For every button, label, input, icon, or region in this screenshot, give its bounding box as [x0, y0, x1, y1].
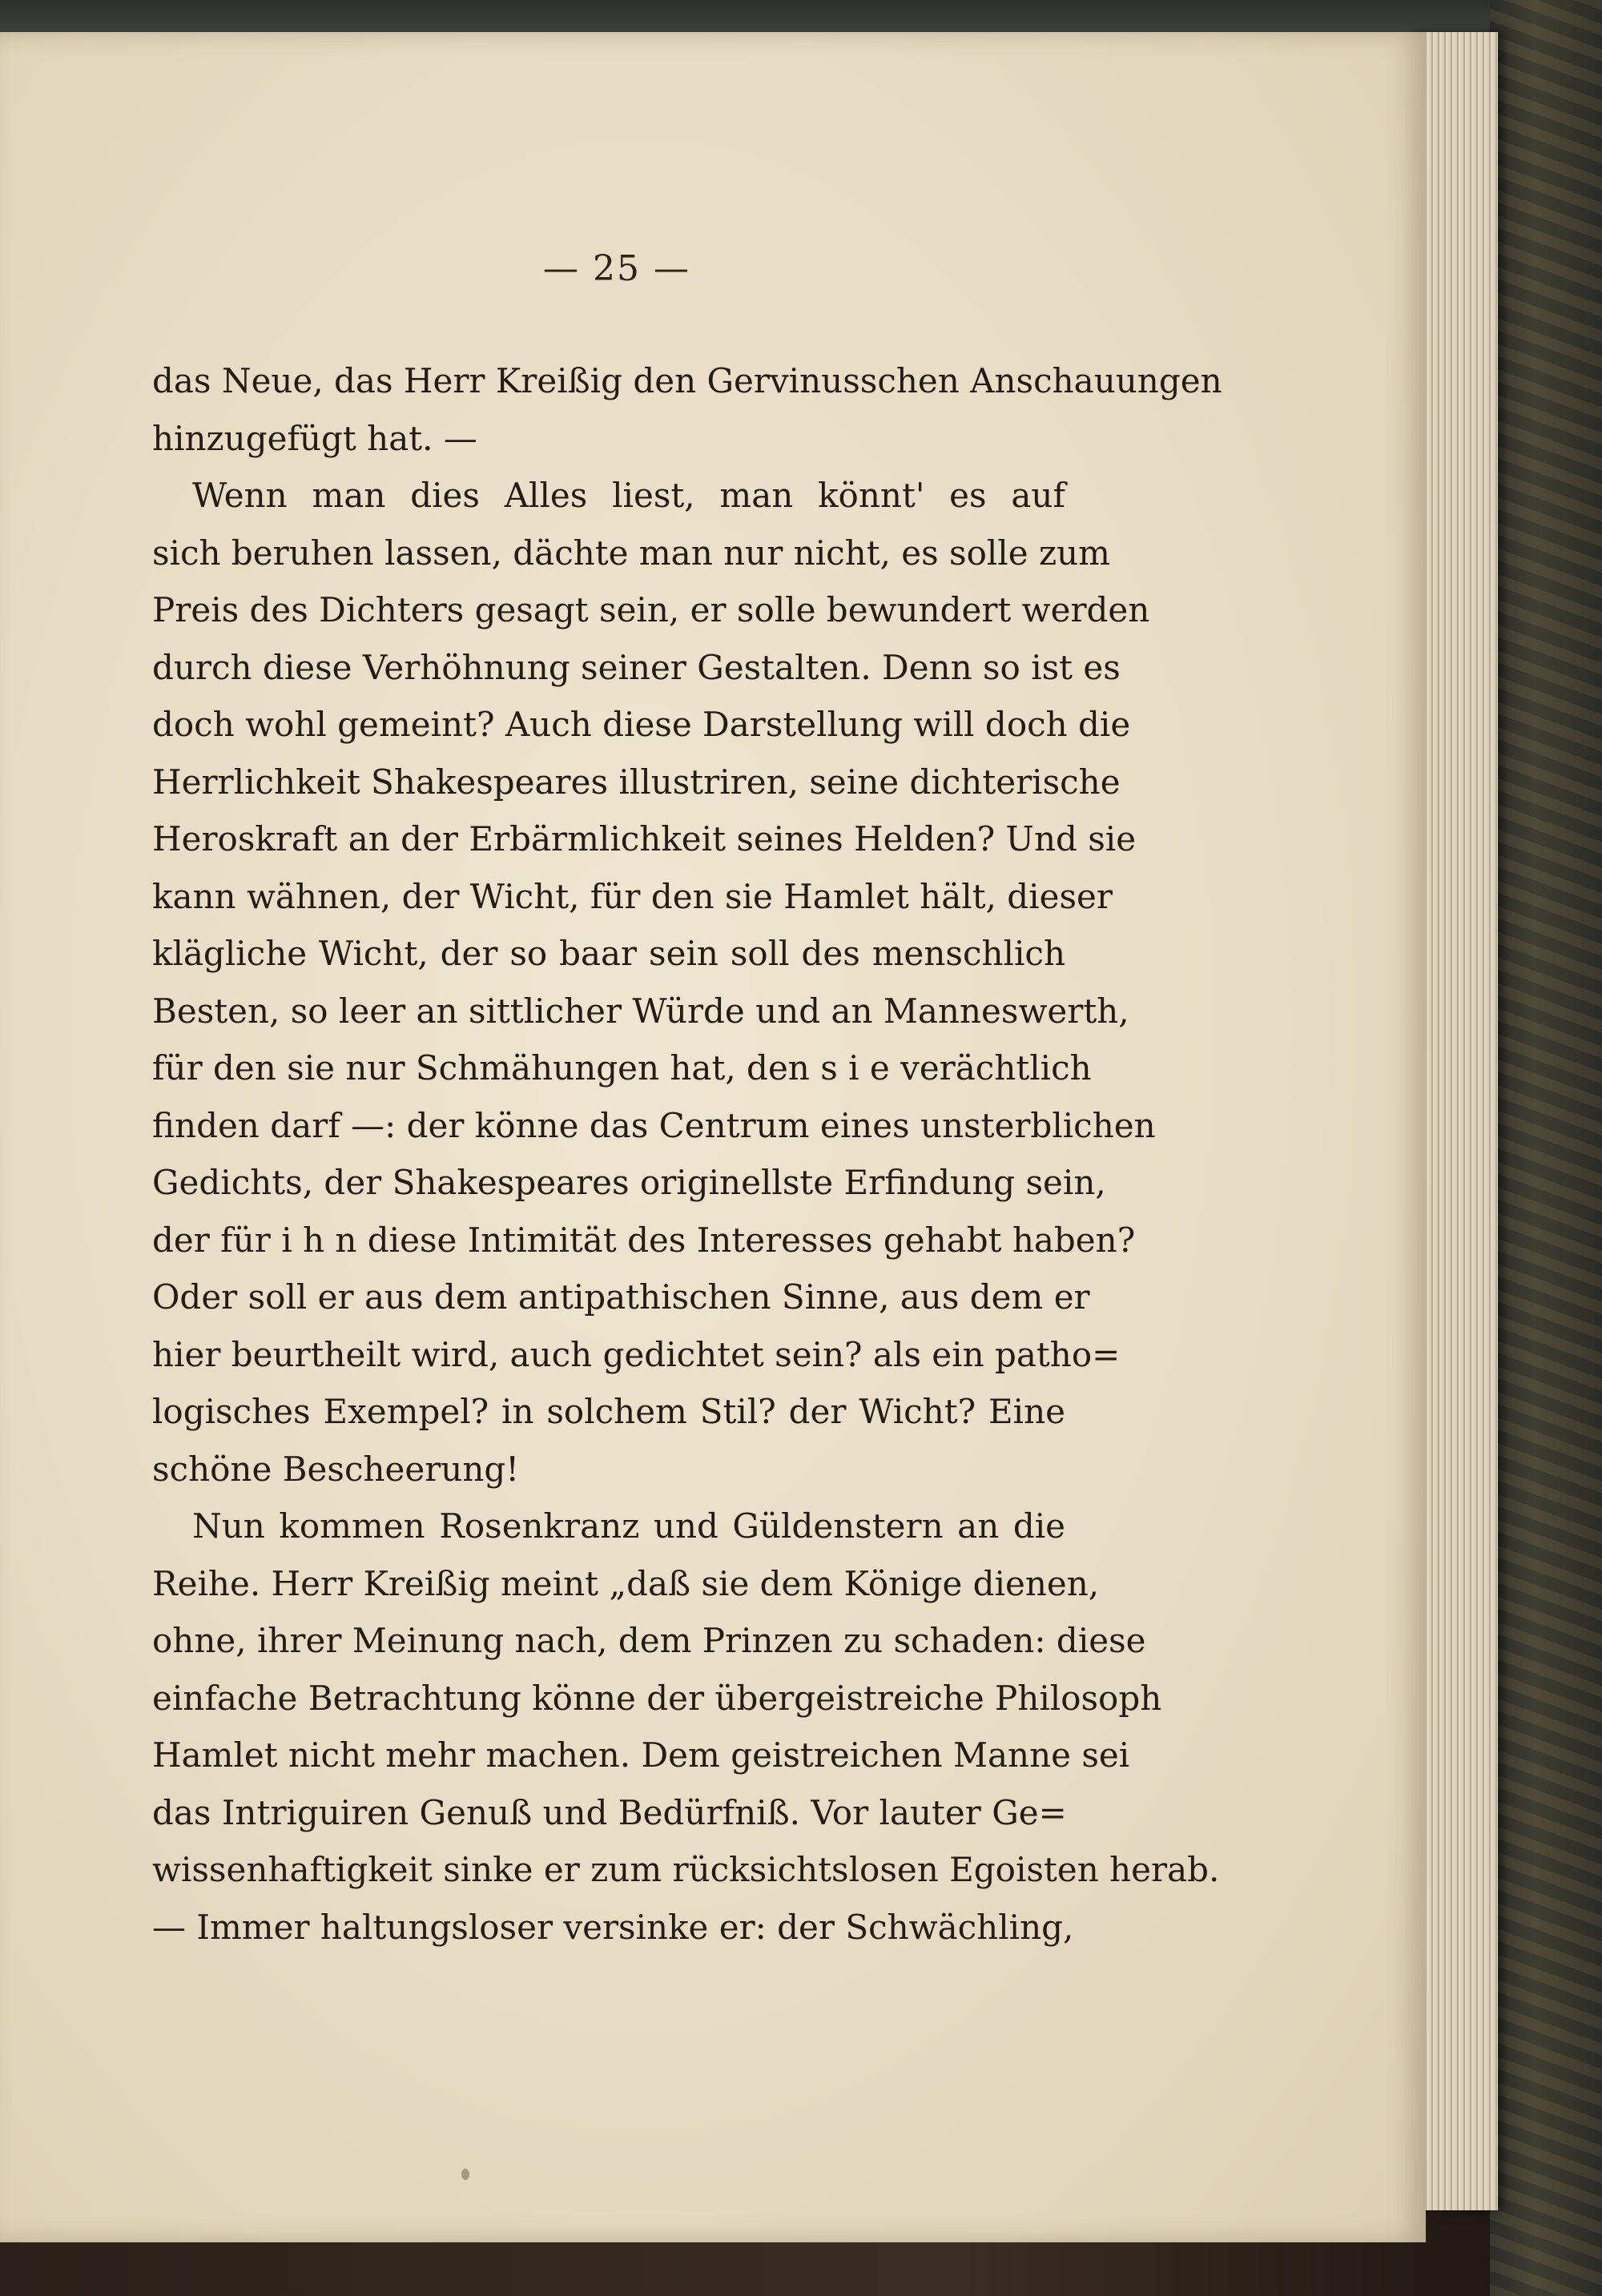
paper-speck — [461, 2169, 469, 2180]
text-line: Preis des Dichters gesagt sein, er solle bewundert werden — [152, 590, 1150, 629]
text-line: klägliche Wicht, der so baar sein soll des menschlich — [152, 934, 1065, 973]
text-line: hier beurtheilt wird, auch gedichtet sein? als ein patho= — [152, 1334, 1121, 1374]
text-line: schöne Bescheerung! — [152, 1449, 520, 1489]
text-line: ohne, ihrer Meinung nach, dem Prinzen zu schaden: diese — [152, 1621, 1146, 1660]
text-line: durch diese Verhöhnung seiner Gestalten. Denn so ist es — [152, 647, 1121, 687]
text-line: kann wähnen, der Wicht, für den sie Hamlet hält, dieser — [152, 876, 1113, 916]
text-line: doch wohl gemeint? Auch diese Darstellung will doch die — [152, 705, 1131, 744]
text-line: Oder soll er aus dem antipathischen Sinne, aus dem er — [152, 1277, 1090, 1317]
text-line: einfache Betrachtung könne der übergeistreiche Philosoph — [152, 1678, 1162, 1718]
text-line: hinzugefügt hat. — — [152, 418, 477, 458]
text-line: Heroskraft an der Erbärmlichkeit seines Helden? Und sie — [152, 819, 1137, 858]
text-line: finden darf —: der könne das Centrum eines unsterblichen — [152, 1105, 1156, 1145]
text-line: das Neue, das Herr Kreißig den Gervinusschen Anschauungen — [152, 361, 1222, 400]
text-line: — Immer haltungsloser versinke er: der Schwächling, — [152, 1907, 1074, 1947]
text-line: das Intriguiren Genuß und Bedürfniß. Vor lauter Ge= — [152, 1792, 1067, 1832]
text-line: Nun kommen Rosenkranz und Güldenstern an die — [192, 1506, 1065, 1546]
text-line: Gedichts, der Shakespeares originellste Erfindung sein, — [152, 1163, 1106, 1202]
text-line: Besten, so leer an sittlicher Würde und an Manneswerth, — [152, 991, 1129, 1031]
text-line: Hamlet nicht mehr machen. Dem geistreichen Manne sei — [152, 1735, 1130, 1775]
page-number: — 25 — — [543, 248, 690, 289]
text-line: Herrlichkeit Shakespeares illustriren, seine dichterische — [152, 762, 1121, 802]
body-text — [152, 352, 1222, 1956]
text-line: wissenhaftigkeit sinke er zum rücksichtslosen Egoisten herab. — [152, 1850, 1220, 1889]
book-page — [0, 32, 1426, 2242]
text-line: sich beruhen lassen, dächte man nur nicht, es solle zum — [152, 533, 1110, 573]
text-line: für den sie nur Schmähungen hat, den s i e verächtlich — [152, 1048, 1092, 1088]
text-line: Wenn man dies Alles liest, man könnt' es auf — [192, 476, 1065, 515]
text-line: Reihe. Herr Kreißig meint „daß sie dem Könige dienen, — [152, 1563, 1100, 1603]
book-cover-right — [1490, 0, 1602, 2296]
text-line: der für i h n diese Intimität des Interesses gehabt haben? — [152, 1220, 1136, 1260]
text-line: logisches Exempel? in solchem Stil? der Wicht? Eine — [152, 1392, 1065, 1431]
